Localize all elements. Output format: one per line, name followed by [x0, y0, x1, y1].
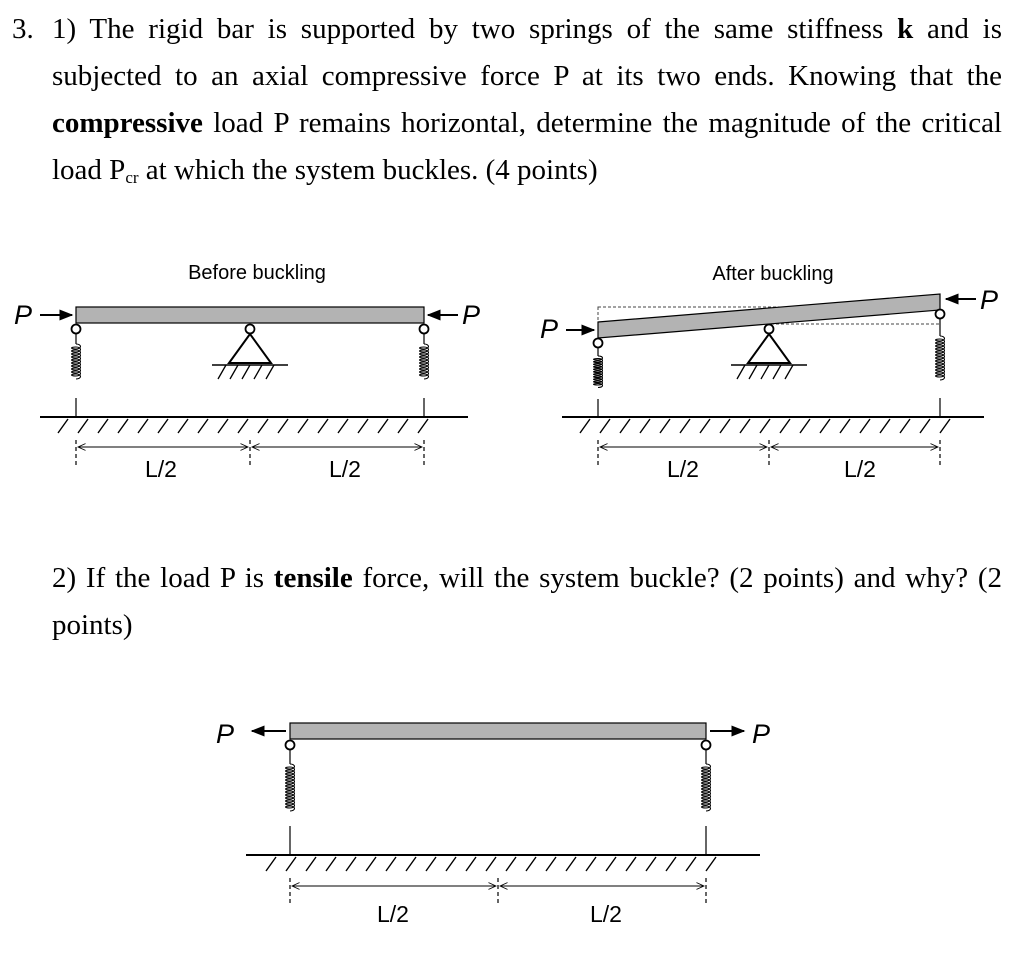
question-number: 3.	[12, 13, 34, 45]
spring-pin-right	[420, 325, 429, 334]
tensile-spring-right	[702, 750, 711, 855]
q1-text-a: 1) The rigid bar is supported by two springs of the same stiffness	[52, 13, 898, 45]
figure-before-buckling	[14, 262, 480, 482]
tensile-keyword: tensile	[273, 562, 353, 594]
tensile-rigid-bar	[290, 723, 706, 739]
q1-text-c: load P remains horizontal, determine the magnitude of the critical load P	[52, 107, 1002, 186]
after-load-label-left: P	[540, 314, 559, 344]
tensile-spring-pin-right	[702, 741, 711, 750]
spring-pin-left	[72, 325, 81, 334]
after-dimension-label-left: L/2	[667, 456, 699, 482]
before-caption: Before buckling	[188, 262, 326, 284]
ground-hatch	[40, 417, 468, 433]
load-label-left: P	[14, 300, 33, 330]
spring-left	[72, 334, 81, 417]
rigid-bar	[76, 307, 424, 323]
dimension-label-left: L/2	[145, 456, 177, 482]
stiffness-symbol-k: k	[897, 13, 914, 45]
tensile-dimension-label-left: L/2	[377, 901, 409, 927]
load-label-right: P	[462, 300, 481, 330]
tensile-dimension-label-right: L/2	[590, 901, 622, 927]
after-spring-pin-left	[594, 339, 603, 348]
after-load-label-right: P	[980, 285, 999, 315]
after-spring-right	[936, 319, 945, 417]
critical-subscript: cr	[125, 168, 139, 187]
dimension-lines	[76, 440, 424, 466]
dimension-label-right: L/2	[329, 456, 361, 482]
tensile-load-label-left: P	[216, 719, 235, 749]
figure-after-buckling	[540, 263, 998, 482]
tensile-load-label-right: P	[752, 719, 771, 749]
tensile-ground-hatch	[246, 855, 760, 871]
figure-tensile	[216, 719, 770, 927]
after-dimension-label-right: L/2	[844, 456, 876, 482]
after-ground-hatch	[562, 417, 984, 433]
after-spring-pin-right	[936, 310, 945, 319]
q2-text-b: force, will the system buckle? (2 points) and why? (2 points)	[52, 562, 1002, 641]
spring-right	[420, 334, 429, 417]
compressive-keyword: compressive	[52, 107, 203, 139]
q1-text-d: at which the system buckles. (4 points)	[138, 154, 598, 186]
q1-text-b: and is subjected to an axial compressive force P at its two ends. Knowing that the	[52, 13, 1002, 92]
tensile-dimension-lines	[290, 878, 706, 905]
pivot-support	[212, 325, 288, 380]
after-spring-left	[594, 348, 603, 417]
tensile-spring-pin-left	[286, 741, 295, 750]
after-pivot-support	[731, 325, 807, 380]
after-caption: After buckling	[712, 263, 834, 285]
after-dimension-lines	[598, 440, 940, 466]
tensile-spring-left	[286, 750, 295, 855]
q2-text-a: 2) If the load P is	[52, 562, 274, 594]
